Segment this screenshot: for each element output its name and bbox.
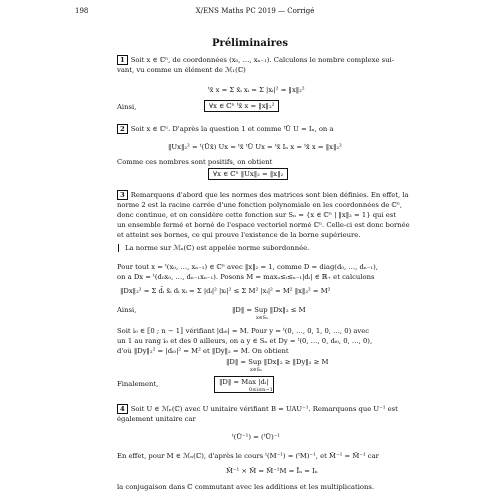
q3-result-sub: 0≤i≤n−1	[249, 387, 273, 393]
q3-line: Soit i₀ ∈ ⟦0 ; n − 1⟧ vérifiant |dᵢ₀| = M. Pour y = ᵗ(0, …, 0, 1, 0, …, 0) avec	[117, 327, 370, 335]
q3-line: un 1 au rang i₀ et des 0 ailleurs, on a y ∈ Sₙ et Dy = ᵗ(0, …, 0, dᵢ₀, 0, …, 0),	[117, 337, 373, 345]
question-1	[117, 55, 437, 75]
q1-ainsi: Ainsi,	[117, 103, 137, 111]
q2-line2: Comme ces nombres sont positifs, on obtient	[117, 158, 273, 166]
question-number: 2	[117, 124, 128, 134]
page-header	[75, 7, 435, 19]
q3-finalement: Finalement,	[117, 380, 159, 388]
q3-result-box	[214, 376, 274, 393]
q3-remark: La norme sur ℳₙ(ℂ) est appelée norme subordonnée.	[118, 244, 309, 252]
q4-equation-1: ᵗ(Ū⁻¹) = (ᵗŪ)⁻¹	[232, 433, 281, 441]
q3-equation-2-sub: x∈Sₙ	[256, 315, 269, 321]
q4-line3: En effet, pour M ∈ ℳₙ(ℂ), d'après le cours ᵗ(M⁻¹) = (ᵗM)⁻¹, et M̄⁻¹ = M̄⁻¹ car	[117, 452, 379, 460]
q3-equation-2: ‖D‖ = Sup ‖Dx‖₂ ≤ M	[232, 306, 306, 314]
question-number: 1	[117, 55, 128, 65]
q3-line: Pour tout x = ᵗ(x₀, …, xₙ₋₁) ∈ ℂⁿ avec ‖x‖₂ = 1, comme D = diag(d₀, …, dₙ₋₁),	[117, 263, 378, 271]
q2-equation: ‖Ux‖₂² = ᵗ(Ūx̄) Ux = ᵗx̄ ᵗŪ Ux = ᵗx̄ Iₙ x = ᵗx̄ x = ‖x‖₂²	[168, 143, 342, 151]
q3-ainsi: Ainsi,	[117, 306, 137, 314]
page-number: 198	[75, 7, 89, 15]
q2-line1: Soit x ∈ ℂⁿ. D'après la question 1 et comme ᵗŪ U = Iₙ, on a	[130, 125, 334, 133]
q3-part2	[117, 262, 437, 282]
q1-result-box: ∀x ∈ ℂⁿ ᵗx̄ x = ‖x‖₂²	[204, 100, 279, 112]
q3-equation-1: ‖Dx‖₂² = Σ d̄ᵢ x̄ᵢ dᵢ xᵢ = Σ |dᵢ|² |xᵢ|² ≤ Σ M² |xᵢ|² = M² ‖x‖₂² = M²	[120, 287, 331, 295]
question-number: 4	[117, 404, 128, 414]
question-number: 3	[117, 190, 128, 200]
running-title: X/ENS Maths PC 2019 — Corrigé	[195, 7, 315, 15]
q3-line: norme 2 est la racine carrée d'une fonction polynomiale en les coordonnées de ℂⁿ,	[117, 201, 403, 209]
q3-line: on a Dx = ᵗ(d₀x₀, …, dₙ₋₁xₙ₋₁). Posons M = maxₒ≤ᵢ≤ₙ₋₁|dᵢ| ∈ ℝ₊ et calculons	[117, 273, 375, 281]
q3-result: ‖D‖ = Max |dᵢ|	[219, 378, 269, 386]
q3-line: donc continue, et on considère cette fonction sur Sₙ = {x ∈ ℂⁿ | ‖x‖₂ = 1} qui est	[117, 211, 397, 219]
q4-line2: également unitaire car	[117, 415, 196, 423]
question-2	[117, 124, 437, 134]
q1-line2: vant, vu comme un élément de ℳ₁(ℂ)	[117, 66, 246, 74]
q3-line: d'où ‖Dy‖₂² = |dᵢ₀|² = M² et ‖Dy‖₂ = M. On obtient	[117, 347, 289, 355]
question-3	[117, 190, 437, 240]
q3-part3	[117, 326, 437, 356]
q3-line: Remarquons d'abord que les normes des matrices sont bien définies. En effet, la	[130, 191, 409, 199]
q3-line: et atteint ses bornes, ce qui prouve l'existence de la borne supérieure.	[117, 231, 361, 239]
q3-line: un ensemble fermé et borné de l'espace vectoriel normé ℂⁿ. Celle-ci est donc bornée	[117, 221, 410, 229]
q1-equation: ᵗx̄ x = Σ x̄ᵢ xᵢ = Σ |xᵢ|² = ‖x‖₂²	[208, 86, 305, 94]
q4-equation-2: M̄⁻¹ × M̄ = M̄⁻¹M = Īₙ = Iₙ	[226, 467, 318, 475]
question-4	[117, 404, 437, 424]
q3-equation-3: ‖D‖ = Sup ‖Dx‖₂ ≥ ‖Dy‖₂ ≥ M	[226, 358, 329, 366]
section-title: Préliminaires	[212, 38, 288, 49]
q3-equation-3-sub: x∈Sₙ	[250, 367, 263, 373]
q2-result-box: ∀x ∈ ℂⁿ ‖Ux‖₂ = ‖x‖₂	[208, 168, 288, 180]
q4-line4: la conjugaison dans ℂ commutant avec les additions et les multiplications.	[117, 483, 374, 491]
q1-line1: Soit x ∈ ℂⁿ, de coordonnées (x₀, …, xₙ₋₁). Calculons le nombre complexe sui-	[130, 56, 394, 64]
q4-line1: Soit U ∈ ℳₙ(ℂ) avec U unitaire vérifiant B = UAU⁻¹. Remarquons que U⁻¹ est	[130, 405, 398, 413]
